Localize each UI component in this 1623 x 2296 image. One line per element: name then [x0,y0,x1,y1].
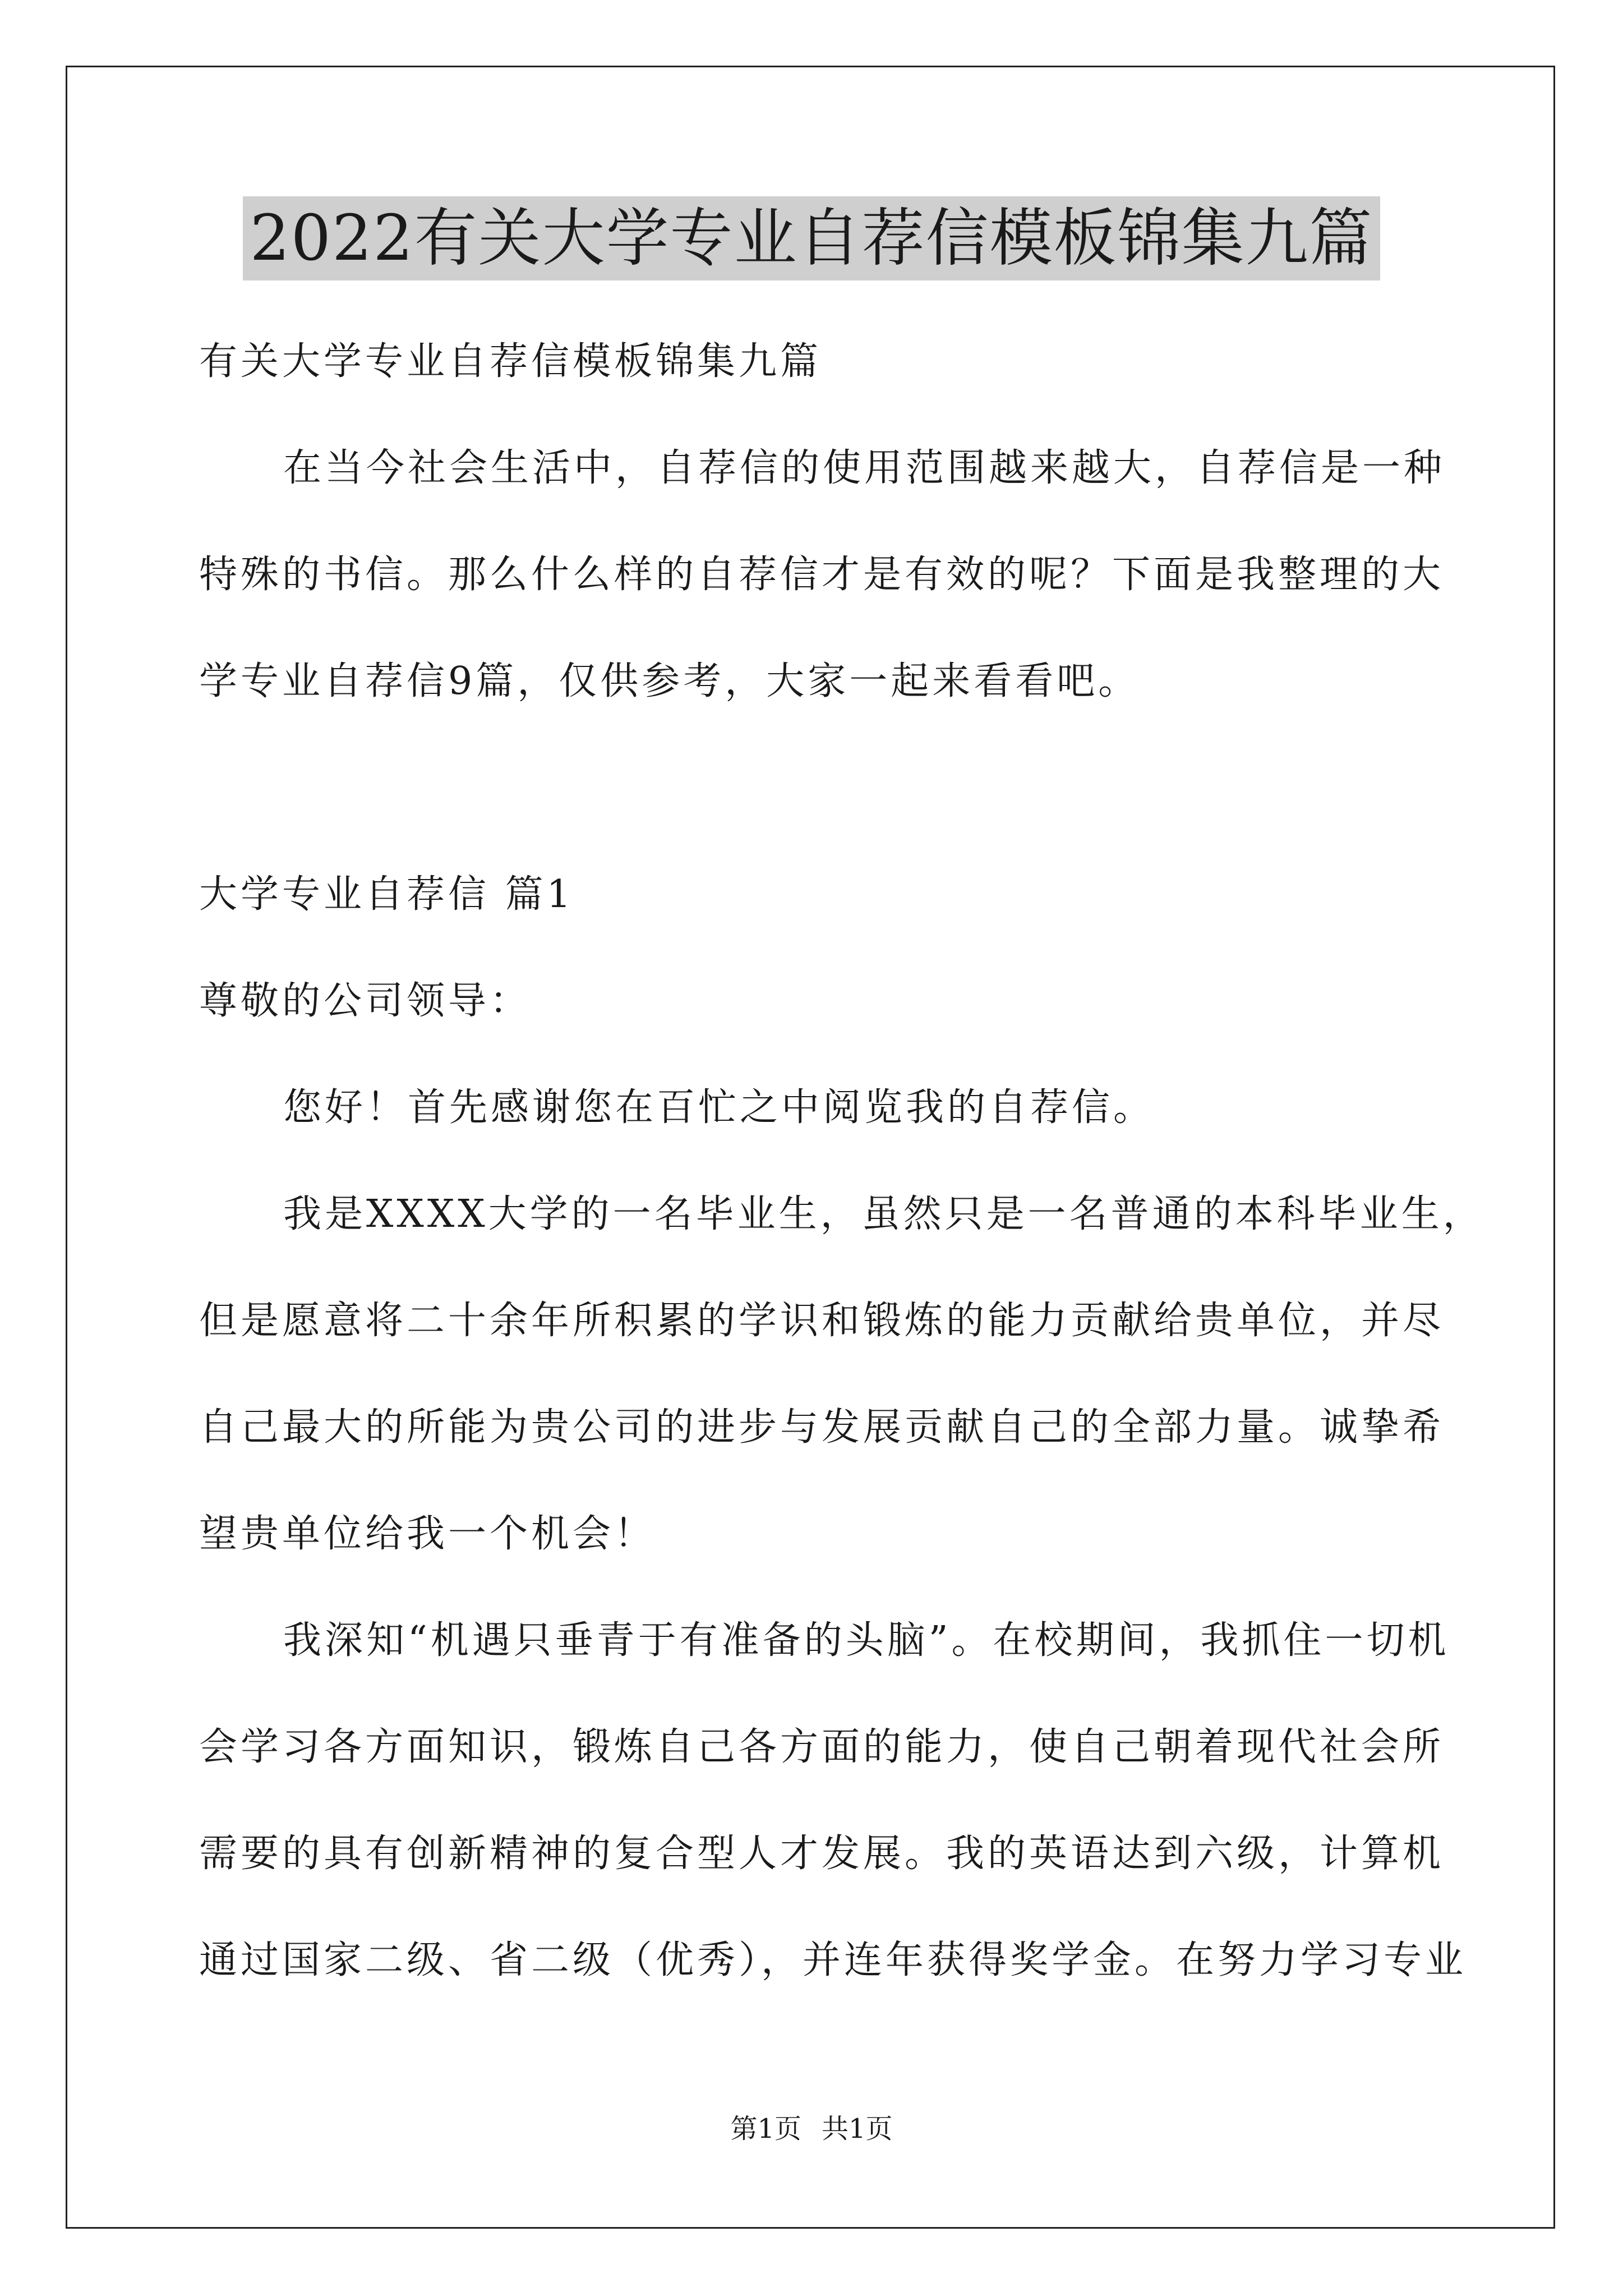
document-body [199,309,1484,2014]
body-line: 有关大学专业自荐信模板锦集九篇 [199,339,822,384]
body-line: 但是愿意将二十余年所积累的学识和锻炼的能力贡献给贵单位，并尽 [199,1299,1445,1343]
body-line: 学专业自荐信9篇，仅供参考，大家一起来看看吧。 [199,659,1140,703]
page-total: 共1页 [822,2113,893,2145]
body-line: 通过国家二级、省二级（优秀），并连年获得奖学金。在努力学习专业 [199,1938,1467,1982]
body-line: 需要的具有创新精神的复合型人才发展。我的英语达到六级，计算机 [199,1832,1445,1876]
body-line: 我是XXXX大学的一名毕业生，虽然只是一名普通的本科毕业生， [283,1192,1484,1236]
body-line: 您好！首先感谢您在百忙之中阅览我的自荐信。 [283,1085,1155,1130]
title-container [0,196,1623,280]
section-heading: 大学专业自荐信 篇1 [199,872,574,917]
body-line: 自己最大的所能为贵公司的进步与发展贡献自己的全部力量。诚挚希 [199,1405,1445,1450]
body-line: 特殊的书信。那么什么样的自荐信才是有效的呢？下面是我整理的大 [199,553,1445,597]
salutation: 尊敬的公司领导： [199,979,532,1023]
body-line: 会学习各方面知识，锻炼自己各方面的能力，使自己朝着现代社会所 [199,1725,1445,1769]
page-footer [0,2112,1623,2146]
blank-line [199,735,1455,841]
body-line: 我深知“机遇只垂青于有准备的头脑”。在校期间，我抓住一切机 [283,1618,1450,1663]
page-number: 第1页 [730,2113,801,2145]
document-title: 2022有关大学专业自荐信模板锦集九篇 [243,196,1380,280]
body-line: 在当今社会生活中，自荐信的使用范围越来越大，自荐信是一种 [283,446,1446,490]
body-line: 望贵单位给我一个机会！ [199,1512,656,1556]
